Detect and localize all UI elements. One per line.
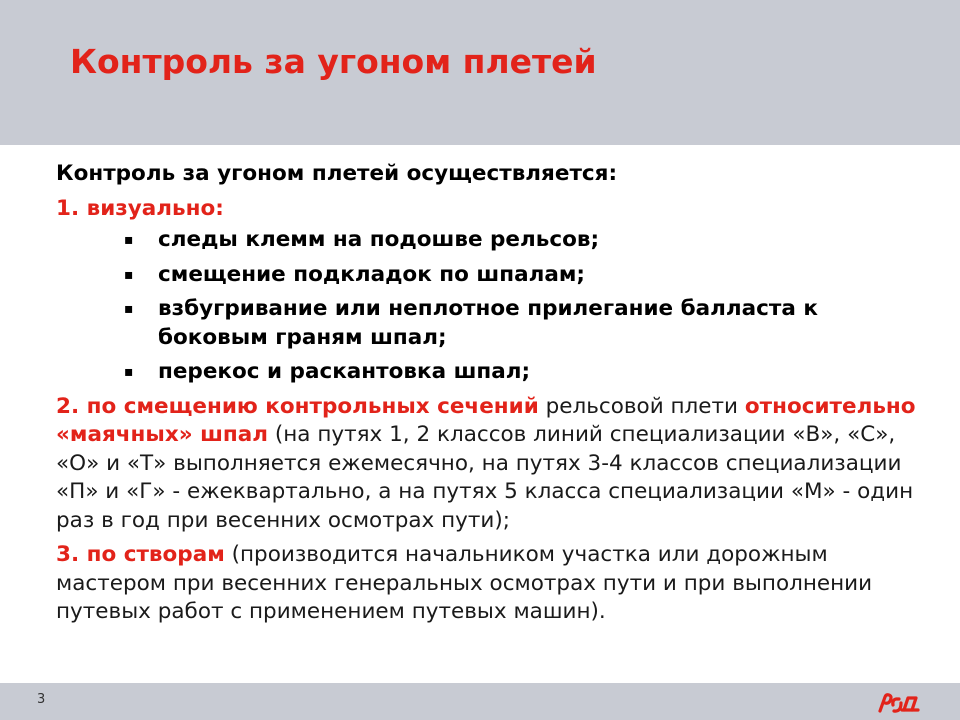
item-2-text-b: (на путях 1, 2 классов линий специализации «В», «С», «О» и «Т» выполняется ежемесячно, на путях 3-4 классов специализации «П» и «Г» - ежеквартально, а на путях 5 класса специализации «М» - один раз в год при весенних осмотрах пути); (56, 422, 914, 533)
rzd-logo-icon (876, 688, 924, 716)
bullet-text: взбугривание или неплотное прилегание балласта к боковым граням шпал; (158, 296, 818, 350)
slide-content (56, 160, 916, 627)
item-3-text: (производится начальником участка или дорожным мастером при весенних генеральных осмотрах пути и при выполнении путевых работ с применением путевых машин). (56, 542, 873, 624)
slide-title: Контроль за угоном плетей (70, 42, 597, 81)
item-1-title: 1. визуально: (56, 195, 224, 221)
bullet-list (56, 226, 916, 387)
item-2-heading: 2. по смещению контрольных сечений (56, 393, 539, 419)
item-2-text-a: рельсовой плети (538, 393, 745, 419)
list-item (124, 295, 916, 352)
list-item (124, 226, 916, 255)
header-band (0, 0, 960, 145)
square-bullet-icon: ▪ (124, 301, 134, 317)
bullet-text: следы клемм на подошве рельсов; (158, 227, 600, 252)
item-3-paragraph (56, 541, 916, 627)
intro-text: Контроль за угоном плетей осуществляется: (56, 161, 618, 186)
list-item (124, 358, 916, 387)
bullet-text: перекос и раскантовка шпал; (158, 359, 531, 384)
footer-band (0, 683, 960, 720)
item-2-emphasis: относительно «маячных» шпал (56, 393, 916, 447)
square-bullet-icon: ▪ (124, 364, 134, 380)
list-item (124, 261, 916, 290)
item-3-heading: 3. по створам (56, 542, 225, 567)
item-2-paragraph (56, 393, 916, 536)
square-bullet-icon: ▪ (124, 266, 134, 283)
square-bullet-icon: ▪ (124, 232, 134, 248)
bullet-text: смещение подкладок по шпалам; (158, 261, 586, 287)
page-number: 3 (37, 692, 46, 707)
